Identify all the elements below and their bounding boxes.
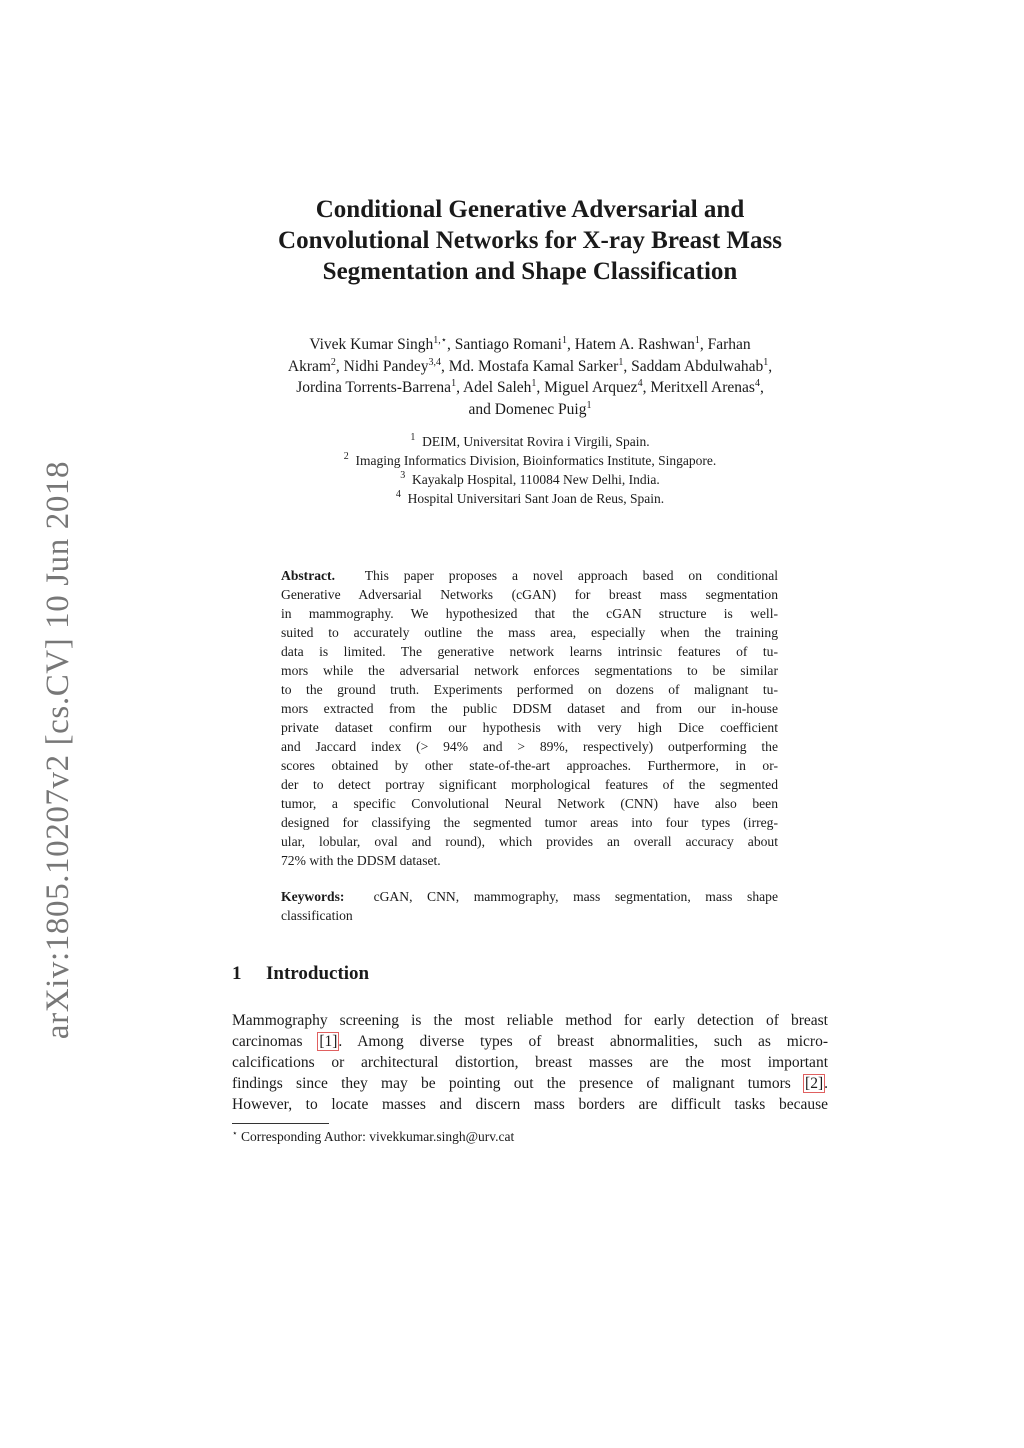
affiliation-number: 2	[343, 451, 349, 462]
author-sup: 1	[451, 378, 457, 389]
abstract-line: suited to accurately outline the mass area, especially when the training	[281, 625, 778, 640]
abstract-line: tumor, a specific Convolutional Neural Network (CNN) have also been	[281, 796, 778, 811]
abstract-line: data is limited. The generative network learns intrinsic features of tu-	[281, 644, 778, 659]
affiliation-text: Hospital Universitari Sant Joan de Reus, Spain.	[407, 491, 665, 506]
affiliation-number: 3	[400, 470, 406, 481]
intro-line: However, to locate masses and discern mass borders are difficult tasks because	[232, 1096, 828, 1113]
intro-text-part: carcinomas	[232, 1033, 303, 1050]
author-name: , Meritxell Arenas	[642, 379, 755, 396]
abstract-line: ular, lobular, oval and round), which provides an overall accuracy about	[281, 834, 778, 849]
intro-line: calcifications or architectural distortion, breast masses are the most important	[232, 1054, 828, 1071]
keywords-text: cGAN, CNN, mammography, mass segmentation, mass shape	[373, 889, 778, 904]
author-line-4	[226, 399, 834, 421]
section-title: Introduction	[266, 963, 370, 984]
affiliation-item	[232, 451, 828, 470]
abstract-line: der to detect portray significant morphological features of the segmented	[281, 777, 778, 792]
abstract-line: in mammography. We hypothesized that the cGAN structure is well-	[281, 606, 778, 621]
arxiv-stamp: arXiv:1805.10207v2 [cs.CV] 10 Jun 2018	[40, 460, 76, 1040]
intro-text-part: findings since they may be pointing out the presence of malignant tumors	[232, 1075, 791, 1092]
intro-text	[232, 1033, 828, 1050]
paper-title	[232, 194, 828, 287]
affiliation-item	[232, 470, 828, 489]
author-line-3	[226, 377, 834, 399]
abstract-line: 72% with the DDSM dataset.	[281, 853, 441, 868]
affiliation-number: 4	[395, 489, 401, 500]
footnote-rule	[232, 1123, 329, 1124]
author-line-1	[226, 334, 834, 356]
title-line-1: Conditional Generative Adversarial and	[315, 196, 745, 223]
author-name: , Santiago Romani	[447, 336, 562, 353]
author-name: Jordina Torrents-Barrena	[296, 379, 452, 396]
intro-text-part: .	[824, 1075, 828, 1092]
abstract-line	[281, 566, 778, 585]
author-sup: 1	[586, 399, 592, 411]
keywords-line	[281, 887, 778, 906]
citation-link[interactable]: [2]	[805, 1075, 824, 1092]
author-sup: 4	[754, 378, 760, 389]
author-sup: 1	[561, 335, 567, 346]
author-sup: 1	[763, 356, 769, 368]
abstract-line: mors extracted from the public DDSM dataset and from our in-house	[281, 701, 778, 716]
affiliation-text: DEIM, Universitat Rovira i Virgili, Spain.	[422, 434, 650, 449]
intro-line: Mammography screening is the most reliable method for early detection of breast	[232, 1012, 828, 1029]
author-name: , Md. Mostafa Kamal Sarker	[440, 357, 619, 375]
author-name: , Adel Saleh	[456, 379, 532, 396]
author-name: , Saddam Abdulwahab	[623, 357, 764, 375]
author-list	[226, 334, 834, 420]
author-sup: 3,4	[428, 356, 441, 368]
title-line-3: Segmentation and Shape Classification	[322, 258, 738, 285]
intro-text-part: . Among diverse types of breast abnormalities, such as micro-	[338, 1033, 829, 1050]
affiliation-list	[232, 432, 828, 508]
author-name: , Farhan	[699, 336, 751, 353]
author-name: , Miguel Arquez	[536, 379, 638, 396]
abstract-label: Abstract.	[281, 568, 335, 583]
abstract-text: This paper proposes a novel approach based on conditional	[364, 568, 779, 583]
keywords	[281, 887, 778, 925]
affiliation-item	[232, 489, 828, 508]
author-punct: ,	[768, 357, 773, 375]
section-number: 1	[232, 963, 242, 984]
author-sup: 4	[637, 378, 643, 389]
author-name: Vivek Kumar Singh	[309, 336, 434, 353]
author-sup: 1	[694, 335, 700, 346]
affiliation-number: 1	[410, 432, 416, 443]
footnote	[232, 1128, 514, 1146]
author-line-2	[226, 356, 834, 378]
abstract-line: and Jaccard index (> 94% and > 89%, respectively) outperforming the	[281, 739, 778, 754]
keywords-label: Keywords:	[281, 889, 345, 904]
author-punct: ,	[759, 379, 764, 396]
author-sup: 1	[531, 378, 537, 389]
author-name: and Domenec Puig	[468, 400, 587, 418]
affiliation-text: Imaging Informatics Division, Bioinformatics Institute, Singapore.	[355, 453, 717, 468]
citation-link[interactable]: [1]	[319, 1033, 338, 1050]
title-line-2: Convolutional Networks for X-ray Breast Mass	[278, 227, 782, 254]
footnote-text: Corresponding Author: vivekkumar.singh@urv.cat	[241, 1129, 515, 1144]
section-heading	[232, 961, 369, 987]
intro-paragraph	[232, 1010, 828, 1115]
author-sup: 1,⋆	[433, 335, 448, 346]
footnote-mark: ⋆	[232, 1128, 238, 1138]
affiliation-text: Kayakalp Hospital, 110084 New Delhi, India.	[412, 472, 660, 487]
abstract	[281, 566, 778, 870]
abstract-line: mors while the adversarial network enforces segmentations to be similar	[281, 663, 778, 678]
author-name: , Nidhi Pandey	[335, 357, 429, 375]
intro-line	[232, 1073, 828, 1094]
keywords-line: classification	[281, 908, 353, 923]
abstract-line: private dataset confirm our hypothesis with very high Dice coefficient	[281, 720, 778, 735]
author-name: , Hatem A. Rashwan	[566, 336, 695, 353]
author-sup: 1	[618, 356, 624, 368]
abstract-line: Generative Adversarial Networks (cGAN) for breast mass segmentation	[281, 587, 778, 602]
author-sup: 2	[330, 356, 336, 368]
abstract-line: scores obtained by other state-of-the-art approaches. Furthermore, in or-	[281, 758, 778, 773]
author-name: Akram	[287, 357, 331, 375]
intro-line	[232, 1031, 828, 1052]
abstract-line: to the ground truth. Experiments performed on dozens of malignant tu-	[281, 682, 778, 697]
abstract-line: designed for classifying the segmented tumor areas into four types (irreg-	[281, 815, 778, 830]
intro-text	[232, 1075, 828, 1092]
affiliation-item	[232, 432, 828, 451]
